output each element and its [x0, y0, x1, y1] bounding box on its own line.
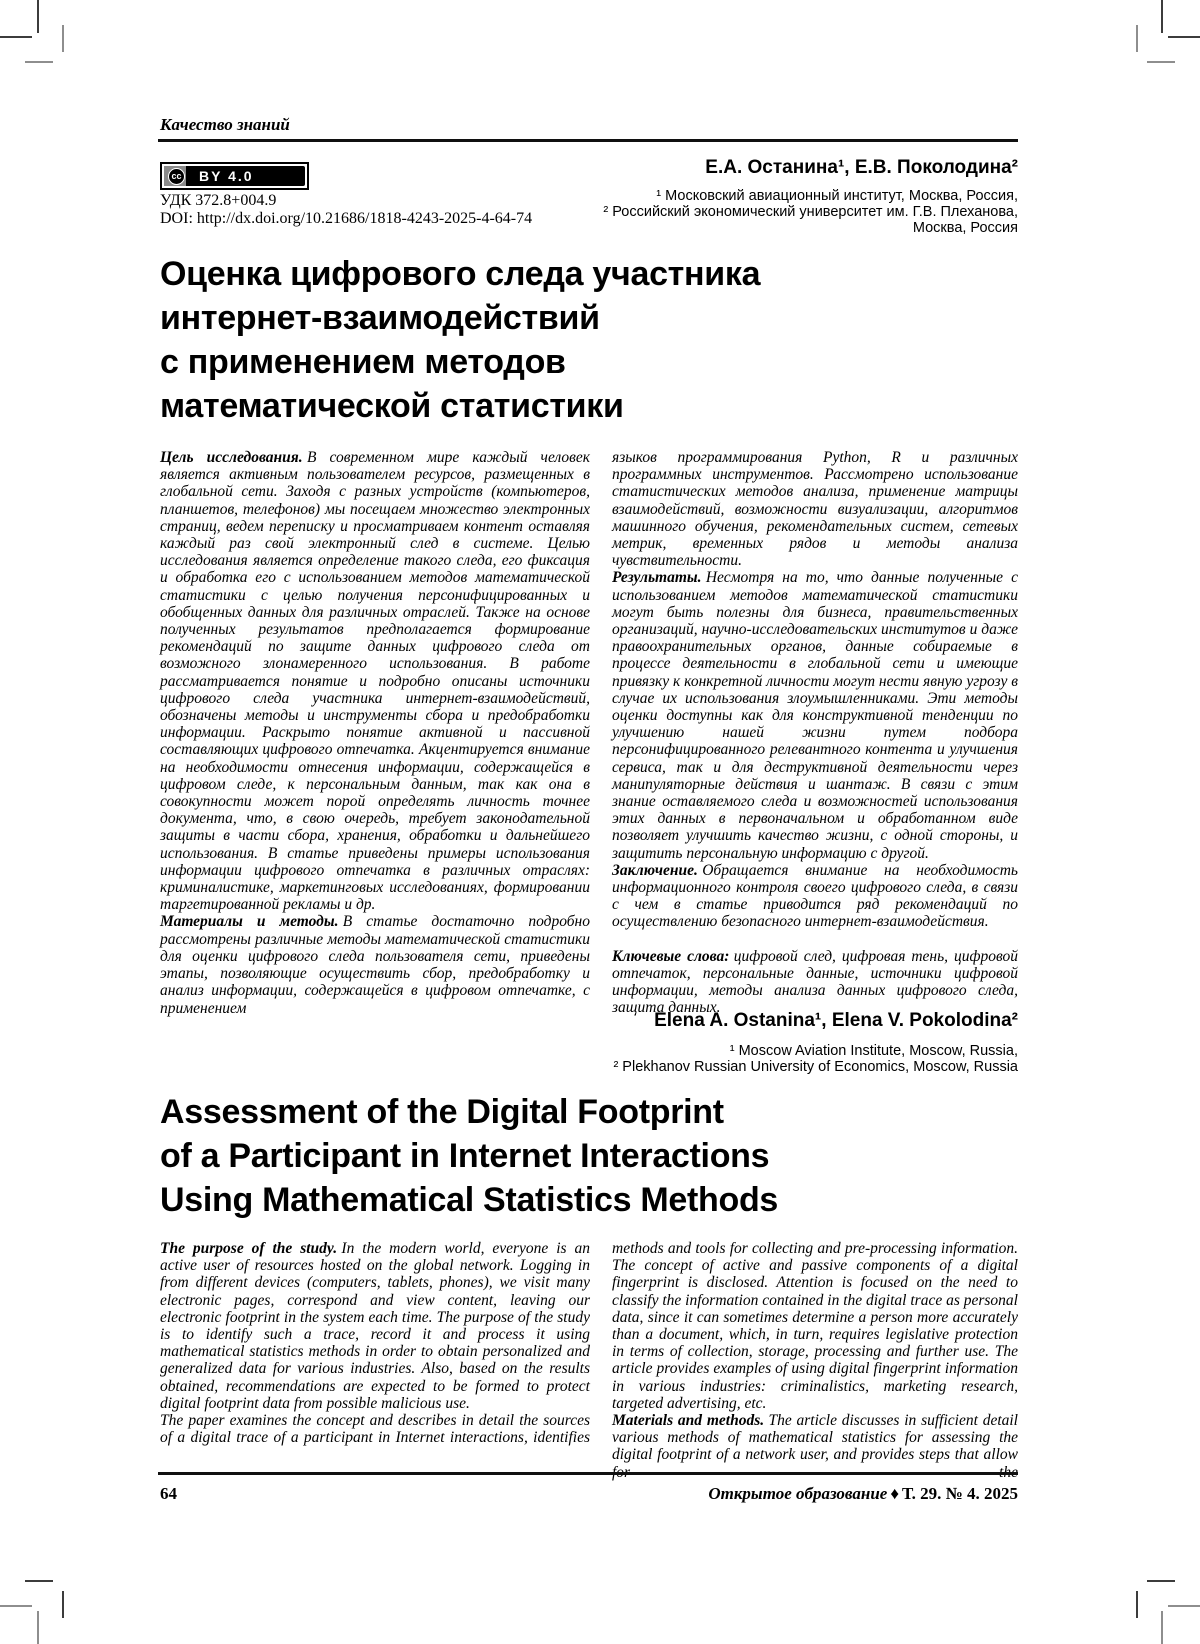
- keywords-paragraph: Ключевые слова: цифровой след, цифровая тень, цифровой отпечаток, персональные данные, источники цифровой информации, методы анализа данных цифрового следа, защита данных.: [612, 947, 1018, 1017]
- abstract-en: [160, 1240, 1018, 1481]
- running-head: Качество знаний: [160, 115, 290, 134]
- affiliations-en: [160, 1044, 1018, 1076]
- cc-license-label: BY 4.0: [199, 168, 254, 184]
- title-line: Assessment of the Digital Footprint: [160, 1093, 724, 1131]
- abstract-paragraph: Цель исследования. В современном мире каждый человек является активным пользователем ресурсов, размещенных в глобальной сети. Заходя с разных устройств (компьютеров, планшетов, телефонов) мы посещаем множество электронных страниц, ведем переписку и просматриваем контент оставляя каждый раз свой электронный след в системе. Целью исследования является определение такого следа, его фиксация и обработка его с использованием методов математической статистики с целью получения персонифицированных и обобщенных данных для различных отраслей. Также на основе полученных результатов предполагается формирование рекомендаций по защите данных цифрового следа от возможного злонамеренного использования. В работе рассматривается понятие и подробно описаны источники цифрового следа участника интернет-взаимодействий, обозначены методы и инструменты сбора и предобработки информации. Раскрыто понятие активной и пассивной составляющих цифрового отпечатка. Акцентируется внимание на необходимости отнесения информации, содержащейся в цифровом следе, к персональным данным, так как она в совокупности может порой определять личность точнее документа, что, в свою очередь, требует законодательной защиты в части сбора, хранения, обработки и дальнейшего использования. В статье приведены примеры использования информации цифрового отпечатка в различных отраслях: криминалистике, маркетинговых исследованиях, формировании таргетированной рекламы и др.: [160, 449, 590, 914]
- affiliation-line: ¹ Московский авиационный институт, Москва, Россия,: [656, 188, 1018, 204]
- crop-mark: [1136, 25, 1138, 52]
- abstract-en-left-column: [160, 1240, 590, 1481]
- abstract-paragraph: языков программирования Python, R и различных программных инструментов. Рассмотрено использование статистических методов анализа, применение матрицы взаимодействий, возможности визуализации, алгоритмов машинного обучения, рекомендательных систем, сетевых метрик, временных рядов и методы анализа чувствительности.: [612, 449, 1018, 570]
- title-line: of a Participant in Internet Interactions: [160, 1137, 770, 1175]
- article-title-ru: [160, 252, 1020, 428]
- abstract-paragraph: Заключение. Обращается внимание на необходимость информационного контроля своего цифрового следа, в связи с чем в статье приводится ряд рекомендаций по осуществлению безопасного интернет-взаимодействия.: [612, 861, 1018, 931]
- section-label: Результаты.: [612, 569, 702, 587]
- abstract-en-right-column: [612, 1240, 1018, 1481]
- title-line: с применением методов: [160, 343, 566, 381]
- section-label: Ключевые слова:: [612, 947, 730, 965]
- crop-mark: [37, 0, 39, 33]
- title-line: Using Mathematical Statistics Methods: [160, 1181, 779, 1219]
- cc-icon: cc: [168, 168, 185, 185]
- section-label: The purpose of the study.: [160, 1240, 338, 1257]
- affiliation-line: ² Российский экономический университет им. Г.В. Плеханова,: [603, 203, 1018, 220]
- crop-mark: [1168, 1605, 1200, 1607]
- crop-mark: [25, 1580, 53, 1582]
- authors-en: Elena A. Ostanina¹, Elena V. Pokolodina²: [654, 1010, 1018, 1031]
- page-number: 64: [160, 1484, 177, 1503]
- article-title-en: [160, 1090, 1020, 1222]
- abstract-paragraph: The purpose of the study. In the modern world, everyone is an active user of resources hosted on the global network. Logging in from different devices (computers, tablets, phones), we visit many electronic pages, correspond and view content, leaving our electronic footprint in the system each time. The purpose of the study is to identify such a trace, record it and process it using mathematical statistics methods in order to obtain personalized and generalized data for various industries. Also, based on the results obtained, recommendations are expected to be formed to protect digital footprint data from possible malicious use.: [160, 1240, 590, 1412]
- affiliation-line: Москва, Россия: [912, 219, 1018, 236]
- title-line: Оценка цифрового следа участника: [160, 255, 761, 293]
- crop-mark: [62, 1591, 64, 1618]
- crop-mark: [1161, 1611, 1163, 1644]
- authors-ru: Е.А. Останина¹, Е.В. Поколодина²: [705, 157, 1018, 178]
- udk-code: УДК 372.8+004.9: [160, 192, 277, 209]
- crop-mark: [1168, 36, 1200, 38]
- abstract-paragraph: Результаты. Несмотря на то, что данные полученные с использованием методов математической статистики могут быть полезны для бизнеса, правительственных организаций, научно-исследовательских институтов и даже правоохранительных органов, данные собираемые в процессе деятельности в глобальной сети и имеющие привязку к конкретной личности могут нести явную угрозу в случае их использования злоумышленниками. Эти методы оценки доступны как для конструктивной тенденции по улучшению нашей жизни путем подбора персонифицированного релевантного контента и улучшения сервиса, так и для деструктивной деятельности через манипуляторные действия и шантаж. В связи с этим знание оставляемого следа и возможностей использования этих данных в первоначальном и обработанном виде позволяет улучшить качество жизни, с одной стороны, и защитить персональную информацию с другой.: [612, 569, 1018, 862]
- affiliations-ru: [160, 189, 1018, 236]
- crop-mark: [1161, 0, 1163, 33]
- journal-footer: [708, 1484, 1018, 1504]
- crop-mark: [1136, 1591, 1138, 1618]
- affiliation-line: ² Plekhanov Russian University of Economics, Moscow, Russia: [613, 1058, 1018, 1075]
- crop-mark: [1147, 1580, 1175, 1582]
- abstract-ru: [160, 449, 1018, 1017]
- crop-mark: [0, 36, 32, 38]
- abstract-paragraph: The paper examines the concept and describes in detail the sources of a digital trace of a participant in Internet interactions, identifies: [160, 1412, 590, 1447]
- crop-mark: [62, 25, 64, 52]
- doi-line: DOI: http://dx.doi.org/10.21686/1818-4243-2025-4-64-74: [160, 210, 533, 227]
- section-label: Materials and methods.: [612, 1412, 765, 1430]
- section-label: Заключение.: [612, 861, 698, 879]
- journal-issue: Т. 29. № 4. 2025: [902, 1484, 1018, 1503]
- abstract-paragraph: Materials and methods. The article discusses in sufficient detail various methods of mathematical statistics for assessing the digital footprint of a network user, and provides steps that allow: [612, 1412, 1018, 1464]
- affiliation-line: ¹ Moscow Aviation Institute, Moscow, Russia,: [729, 1043, 1018, 1059]
- abstract-ru-left-column: [160, 449, 590, 1017]
- header-rule: [158, 139, 1018, 142]
- abstract-paragraph: Материалы и методы. В статье достаточно подробно рассмотрены различные методы математической статистики для оценки цифрового следа пользователя сети, приведены этапы, позволяющие осуществить сбор, предобработку и анализ информации, содержащейся в цифровом отпечатке, с применением: [160, 913, 590, 1017]
- crop-mark: [25, 61, 53, 63]
- footer-rule: [158, 1472, 1018, 1475]
- title-line: математической статистики: [160, 387, 624, 425]
- section-label: Материалы и методы.: [160, 913, 339, 931]
- abstract-ru-right-column: [612, 449, 1018, 1017]
- title-line: интернет-взаимодействий: [160, 299, 600, 337]
- crop-mark: [1147, 61, 1175, 63]
- section-label: Цель исследования.: [160, 449, 303, 466]
- abstract-paragraph: methods and tools for collecting and pre-processing information. The concept of active and passive components of a digital fingerprint is disclosed. Attention is focused on the need to classify the information contained in the digital trace as personal data, since it can sometimes determine a person more accurately than a document, which, in turn, requires legislative protection in terms of collection, storage, processing and further use. The article provides examples of using digital fingerprint information in various industries: criminalistics, marketing research, targeted advertising, etc.: [612, 1240, 1018, 1412]
- page-footer: [160, 1484, 1018, 1504]
- journal-name: Открытое образование: [708, 1484, 888, 1503]
- crop-mark: [0, 1605, 32, 1607]
- diamond-icon: ♦: [890, 1484, 900, 1503]
- crop-mark: [37, 1611, 39, 1644]
